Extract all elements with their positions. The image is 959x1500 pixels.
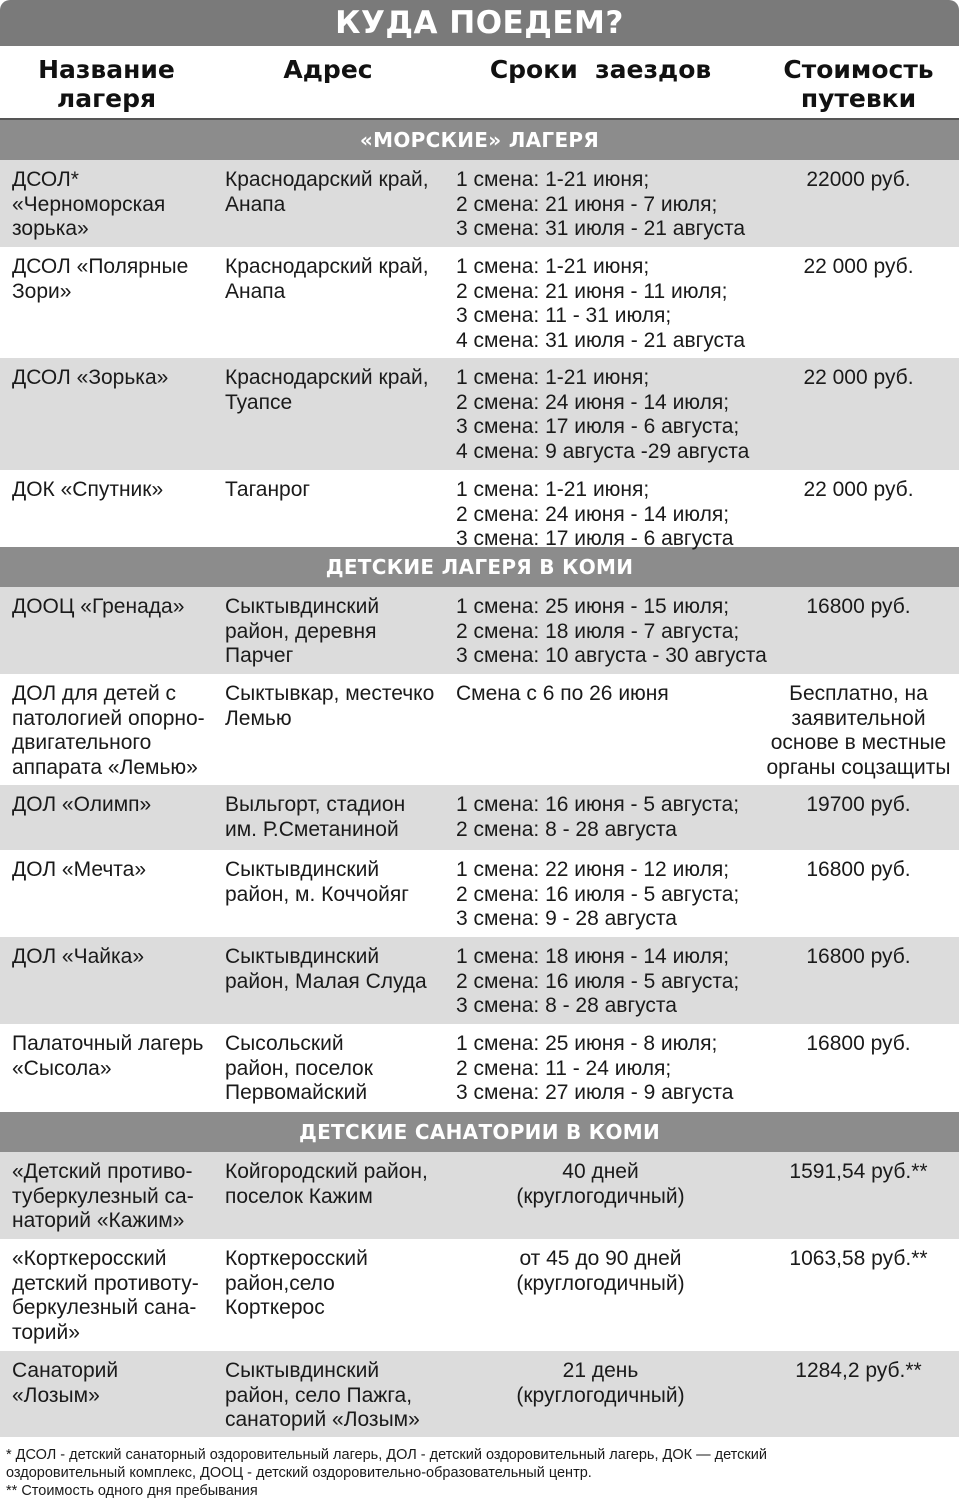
header-camp-name: [0, 46, 213, 118]
cell-camp-name: [0, 1359, 213, 1437]
cell-dates-line: 2 смена: 16 июля - 5 августа;: [456, 882, 740, 906]
cell-camp-name: [0, 255, 213, 358]
cell-dates-line: 2 смена: 11 - 24 июля;: [456, 1056, 672, 1080]
cell-cost-line: 19700 руб.: [806, 793, 911, 816]
cell-address-line: Корткеросский: [225, 1247, 368, 1270]
cell-camp-name-line: ДСОЛ*: [12, 168, 79, 191]
cell-cost: [758, 793, 959, 850]
table-row: [0, 587, 959, 674]
cell-camp-name-line: «Корткеросский: [12, 1247, 167, 1270]
cell-dates-line: 40 дней: [562, 1160, 639, 1183]
cell-camp-name-line: торий»: [12, 1320, 80, 1344]
cell-camp-name-line: «Детский противо-: [12, 1160, 193, 1183]
cell-dates: [443, 1160, 758, 1239]
cell-address-line: Сысольский: [225, 1032, 344, 1055]
cell-dates-line: 2 смена: 16 июля - 5 августа;: [456, 969, 740, 993]
cell-address-line: Первомайский: [225, 1081, 368, 1104]
cell-dates-line: 1 смена: 25 июня - 15 июля;: [456, 595, 730, 618]
cell-address: [213, 1032, 443, 1112]
cell-dates-line: 1 смена: 16 июня - 5 августа;: [456, 793, 740, 816]
cell-cost-line: 16800 руб.: [806, 945, 911, 968]
cell-camp-name-line: «Лозым»: [12, 1383, 100, 1407]
cell-address: [213, 478, 443, 552]
cell-dates-line: 3 смена: 31 июля - 21 августа: [456, 217, 746, 240]
cell-cost-line: 16800 руб.: [806, 1032, 911, 1055]
cell-address-line: Краснодарский край,: [225, 168, 429, 191]
table-row: [0, 674, 959, 785]
cell-dates-line: 3 смена: 8 - 28 августа: [456, 994, 677, 1017]
cell-address-line: Сыктывдинский: [225, 858, 380, 881]
cell-camp-name: [0, 945, 213, 1024]
cell-dates-line: 1 смена: 1-21 июня;: [456, 168, 650, 191]
header-cost-line1: Стоимость: [783, 55, 934, 84]
cell-cost-line: 16800 руб.: [806, 858, 911, 881]
cell-camp-name-line: ДОК «Спутник»: [12, 478, 164, 501]
cell-cost: [758, 168, 959, 247]
section-header: ДЕТСКИЕ САНАТОРИИ В КОМИ: [0, 1112, 959, 1152]
cell-address-line: район, Малая Слуда: [225, 969, 427, 993]
cell-cost: [758, 366, 959, 470]
table-row: [0, 358, 959, 470]
footnote-line: * ДСОЛ - детский санаторный оздоровительный лагерь, ДОЛ - детский оздоровительный лагерь, ДОК — детский: [6, 1447, 767, 1463]
cell-camp-name-line: детский противоту-: [12, 1271, 199, 1295]
cell-cost-line: 22 000 руб.: [803, 255, 914, 278]
table-title: КУДА ПОЕДЕМ?: [0, 0, 959, 46]
cell-dates: [443, 478, 758, 552]
cell-address: [213, 1160, 443, 1239]
cell-camp-name-line: беркулезный сана-: [12, 1296, 197, 1319]
footnote-line: ** Стоимость одного дня пребывания: [6, 1483, 258, 1499]
table-row: [0, 470, 959, 550]
cell-dates-line: 3 смена: 9 - 28 августа: [456, 907, 677, 930]
cell-address-line: Лемью: [225, 706, 292, 730]
header-cost: [758, 46, 959, 118]
cell-camp-name-line: «Черноморская: [12, 192, 166, 216]
column-headers: [0, 46, 959, 120]
cell-camp-name-line: туберкулезный са-: [12, 1184, 194, 1208]
cell-address: [213, 945, 443, 1024]
cell-camp-name-line: ДОЛ «Мечта»: [12, 858, 147, 881]
cell-camp-name: [0, 682, 213, 785]
cell-address-line: санаторий «Лозым»: [225, 1408, 420, 1431]
cell-cost-line: 16800 руб.: [806, 595, 911, 618]
cell-camp-name-line: Палаточный лагерь: [12, 1032, 204, 1055]
cell-cost: [758, 595, 959, 674]
section-header: «МОРСКИЕ» ЛАГЕРЯ: [0, 120, 959, 160]
cell-cost: [758, 945, 959, 1024]
cell-address-line: Парчег: [225, 644, 294, 667]
cell-dates: [443, 682, 758, 785]
cell-cost: [758, 1032, 959, 1112]
table-row: [0, 850, 959, 937]
cell-address: [213, 793, 443, 850]
cell-camp-name-line: Санаторий: [12, 1359, 119, 1382]
cell-camp-name-line: зорька»: [12, 217, 89, 240]
cell-camp-name: [0, 366, 213, 470]
cell-dates-line: 3 смена: 17 июля - 6 августа: [456, 527, 734, 550]
cell-dates: [443, 366, 758, 470]
cell-camp-name: [0, 858, 213, 937]
cell-address: [213, 168, 443, 247]
cell-camp-name-line: ДОЛ «Олимп»: [12, 793, 152, 816]
cell-dates-line: (круглогодичный): [516, 1271, 685, 1295]
cell-address-line: Таганрог: [225, 478, 311, 501]
cell-cost-line: основе в местные: [770, 731, 947, 754]
cell-address-line: Краснодарский край,: [225, 366, 429, 389]
cell-dates-line: 2 смена: 21 июня - 11 июля;: [456, 279, 728, 303]
table-row: [0, 1239, 959, 1351]
cell-dates-line: 1 смена: 1-21 июня;: [456, 478, 650, 501]
cell-address-line: Туапсе: [225, 390, 293, 414]
cell-cost-line: заявительной: [791, 706, 926, 730]
cell-dates-line: 3 смена: 17 июля - 6 августа;: [456, 415, 740, 438]
cell-address-line: Выльгорт, стадион: [225, 793, 406, 816]
cell-cost-line: 1063,58 руб.**: [789, 1247, 928, 1270]
cell-dates-line: 2 смена: 21 июня - 7 июля;: [456, 192, 718, 216]
header-cost-line2: путевки: [800, 84, 917, 113]
cell-cost: [758, 478, 959, 552]
cell-address-line: Краснодарский край,: [225, 255, 429, 278]
cell-camp-name: [0, 595, 213, 674]
cell-address-line: Сыктывдинский: [225, 1359, 380, 1382]
cell-camp-name-line: двигательного: [12, 731, 152, 754]
cell-camp-name-line: ДОЛ «Чайка»: [12, 945, 145, 968]
cell-camp-name-line: ДООЦ «Гренада»: [12, 595, 185, 618]
header-camp-name-line1: Название: [38, 55, 175, 84]
footnotes: [6, 1446, 946, 1500]
cell-dates-line: 4 смена: 9 августа -29 августа: [456, 439, 750, 463]
cell-dates-line: 2 смена: 8 - 28 августа: [456, 817, 677, 841]
footnote-line: оздоровительный комплекс, ДООЦ - детский оздоровительно-образовательный центр.: [6, 1465, 592, 1481]
cell-dates-line: 1 смена: 25 июня - 8 июля;: [456, 1032, 718, 1055]
cell-cost: [758, 1160, 959, 1239]
cell-cost-line: 1591,54 руб.**: [789, 1160, 928, 1183]
cell-dates-line: Смена с 6 по 26 июня: [456, 682, 669, 705]
cell-address-line: Сыктывдинский: [225, 595, 380, 618]
cell-camp-name: [0, 1247, 213, 1351]
header-dates: Сроки заездов: [489, 55, 712, 84]
cell-dates: [443, 858, 758, 937]
cell-cost: [758, 255, 959, 358]
cell-camp-name-line: ДСОЛ «Зорька»: [12, 366, 169, 389]
table-row: [0, 247, 959, 358]
cell-camp-name-line: патологией опорно-: [12, 706, 205, 730]
cell-dates: [443, 793, 758, 850]
cell-camp-name-line: ДОЛ для детей с: [12, 682, 177, 705]
cell-camp-name-line: Зори»: [12, 279, 72, 303]
cell-cost-line: 1284,2 руб.**: [795, 1359, 922, 1382]
cell-dates: [443, 168, 758, 247]
cell-address-line: район, деревня: [225, 619, 377, 643]
cell-dates: [443, 255, 758, 358]
cell-camp-name: [0, 168, 213, 247]
cell-dates-line: 3 смена: 10 августа - 30 августа: [456, 644, 767, 667]
cell-dates-line: 2 смена: 24 июня - 14 июля;: [456, 390, 730, 414]
cell-camp-name-line: «Сысола»: [12, 1056, 112, 1080]
cell-cost-line: 22 000 руб.: [803, 366, 914, 389]
cell-dates-line: 3 смена: 11 - 31 июля;: [456, 304, 672, 327]
cell-cost: [758, 858, 959, 937]
cell-dates: [443, 1247, 758, 1351]
cell-dates-line: 3 смена: 27 июля - 9 августа: [456, 1081, 734, 1104]
table-body: [0, 120, 959, 1437]
cell-address: [213, 255, 443, 358]
table-row: [0, 160, 959, 247]
cell-cost: [758, 1359, 959, 1437]
cell-dates-line: 1 смена: 1-21 июня;: [456, 255, 650, 278]
cell-address: [213, 595, 443, 674]
cell-camp-name: [0, 478, 213, 552]
cell-address-line: поселок Кажим: [225, 1184, 373, 1208]
cell-cost: [758, 1247, 959, 1351]
cell-dates: [443, 595, 767, 674]
header-address: Адрес: [283, 55, 373, 84]
cell-dates-line: (круглогодичный): [516, 1184, 685, 1208]
cell-address: [213, 682, 443, 785]
cell-cost-line: 22 000 руб.: [803, 478, 914, 501]
cell-camp-name-line: аппарата «Лемью»: [12, 755, 198, 779]
cell-address-line: Анапа: [225, 192, 286, 216]
cell-dates: [443, 1032, 758, 1112]
cell-address-line: Сыктывкар, местечко: [225, 682, 435, 705]
cell-address-line: район, поселок: [225, 1056, 373, 1080]
table-row: [0, 937, 959, 1024]
cell-address-line: район,село: [225, 1271, 335, 1295]
cell-dates-line: 4 смена: 31 июля - 21 августа: [456, 328, 746, 352]
cell-address-line: Койгородский район,: [225, 1160, 428, 1183]
cell-address-line: Корткерос: [225, 1296, 325, 1319]
cell-dates-line: 2 смена: 18 июля - 7 августа;: [456, 619, 740, 643]
cell-camp-name-line: наторий «Кажим»: [12, 1209, 185, 1232]
cell-dates: [443, 1359, 758, 1437]
cell-address-line: район, м. Коччойяг: [225, 882, 409, 906]
cell-dates-line: 1 смена: 22 июня - 12 июля;: [456, 858, 730, 881]
table-row: [0, 1024, 959, 1112]
table-row: [0, 1152, 959, 1239]
cell-address-line: район, село Пажга,: [225, 1383, 413, 1407]
cell-dates-line: 1 смена: 1-21 июня;: [456, 366, 650, 389]
cell-address-line: им. Р.Сметаниной: [225, 817, 399, 841]
table-row: [0, 785, 959, 850]
cell-address: [213, 1247, 443, 1351]
cell-dates-line: 21 день: [562, 1359, 639, 1382]
cell-cost-line: 22000 руб.: [806, 168, 911, 191]
cell-address-line: Сыктывдинский: [225, 945, 380, 968]
section-header: ДЕТСКИЕ ЛАГЕРЯ В КОМИ: [0, 547, 959, 587]
cell-dates-line: от 45 до 90 дней: [519, 1247, 682, 1270]
cell-dates: [443, 945, 758, 1024]
cell-dates-line: 2 смена: 24 июня - 14 июля;: [456, 502, 730, 526]
header-camp-name-line2: лагеря: [56, 84, 157, 113]
cell-cost-line: Бесплатно, на: [789, 682, 928, 705]
cell-cost-line: органы соцзащиты: [766, 755, 951, 779]
cell-address: [213, 1359, 443, 1437]
cell-camp-name: [0, 793, 213, 850]
cell-address: [213, 366, 443, 470]
cell-dates-line: 1 смена: 18 июня - 14 июля;: [456, 945, 730, 968]
cell-camp-name-line: ДСОЛ «Полярные: [12, 255, 189, 278]
cell-dates-line: (круглогодичный): [516, 1383, 685, 1407]
cell-camp-name: [0, 1032, 213, 1112]
cell-cost: [758, 682, 959, 785]
table-row: [0, 1351, 959, 1437]
cell-address-line: Анапа: [225, 279, 286, 303]
cell-camp-name: [0, 1160, 213, 1239]
cell-address: [213, 858, 443, 937]
